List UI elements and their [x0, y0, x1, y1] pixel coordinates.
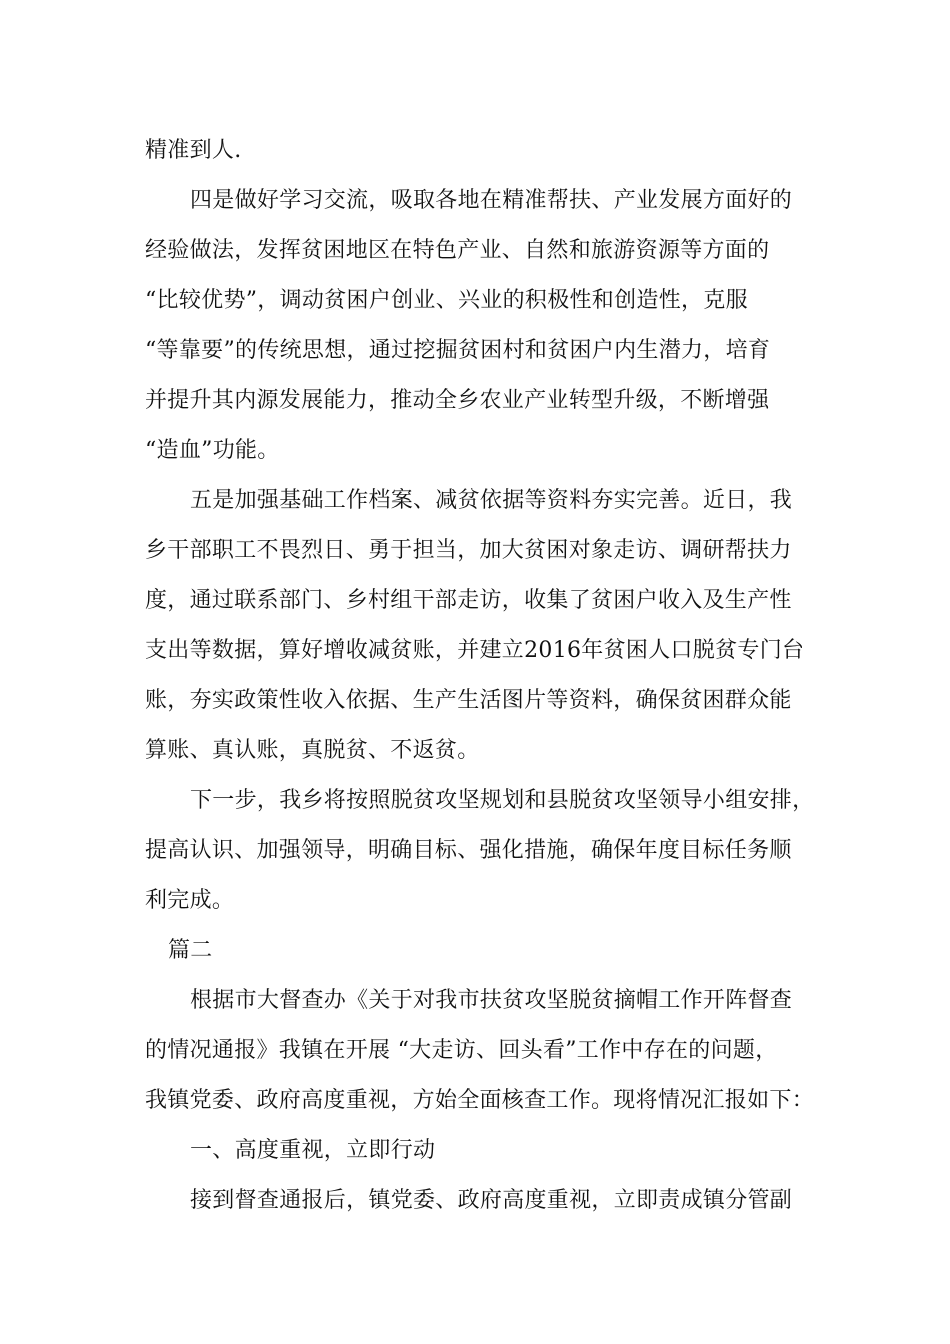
text-line: 精准到人.	[145, 138, 242, 163]
text-line: 下一步，我乡将按照脱贫攻坚规划和县脱贫攻坚领导小组安排，	[190, 788, 815, 813]
text-line: 账，夯实政策性收入依据、生产生活图片等资料，确保贫困群众能	[145, 688, 792, 713]
text-line: 利完成。	[145, 888, 235, 913]
text-line: 支出等数据，算好增收减贫账，并建立2016年贫困人口脱贫专门台	[145, 638, 805, 663]
text-line: 提高认识、加强领导，明确目标、强化措施，确保年度目标任务顺	[145, 838, 792, 863]
text-line: “比较优势”，调动贫困户创业、兴业的积极性和创造性，克服	[145, 288, 748, 313]
text-line: 根据市大督查办《关于对我市扶贫攻坚脱贫摘帽工作开阵督查	[190, 988, 793, 1013]
text-line: 度，通过联系部门、乡村组干部走访，收集了贫困户收入及生产性	[145, 588, 792, 613]
text-line: 四是做好学习交流，吸取各地在精准帮扶、产业发展方面好的	[190, 188, 793, 213]
text-line: “等靠要”的传统思想，通过挖掘贫困村和贫困户内生潜力，培育	[145, 338, 771, 363]
text-line: 算账、真认账，真脱贫、不返贫。	[145, 738, 480, 763]
subsection-heading: 一、高度重视，立即行动	[190, 1138, 436, 1163]
text-line: 的情况通报》我镇在开展 “大走访、回头看”工作中存在的问题，	[145, 1038, 778, 1063]
text-line: 乡干部职工不畏烈日、勇于担当，加大贫困对象走访、调研帮扶力	[145, 538, 792, 563]
text-line: 五是加强基础工作档案、减贫依据等资料夯实完善。近日，我	[190, 488, 793, 513]
text-line: 接到督查通报后，镇党委、政府高度重视，立即责成镇分管副	[190, 1188, 793, 1213]
text-line: “造血”功能。	[145, 438, 280, 463]
section-heading: 篇二	[168, 938, 213, 963]
text-line: 并提升其内源发展能力，推动全乡农业产业转型升级，不断增强	[145, 388, 770, 413]
text-line: 经验做法，发挥贫困地区在特色产业、自然和旅游资源等方面的	[145, 238, 770, 263]
text-line: 我镇党委、政府高度重视，方始全面核查工作。现将情况汇报如下：	[145, 1088, 815, 1113]
